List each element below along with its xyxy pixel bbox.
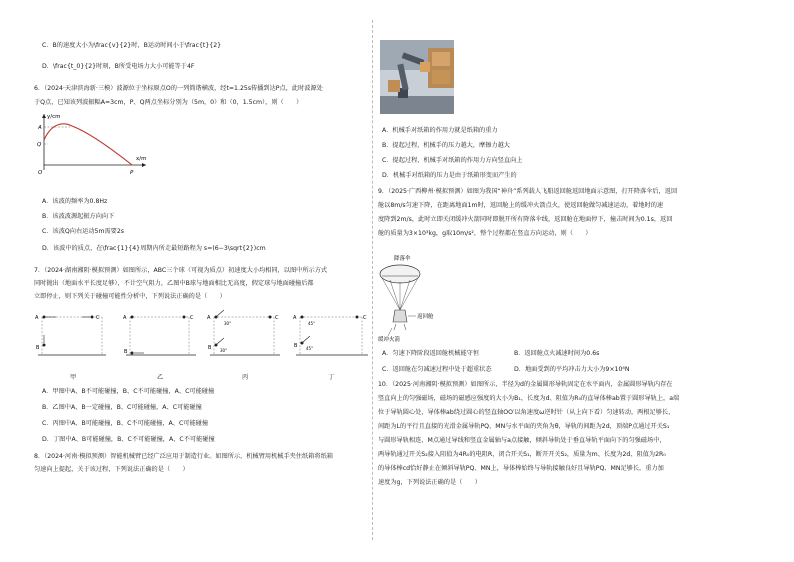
svg-text:B: B <box>294 343 298 349</box>
q7-stem-line-2: 同时抛出（地面水平长度足够），不计空气阻力，乙图中B球与地面相比无高度，假定球与地面碰撞后都 <box>34 280 314 287</box>
svg-text:30°: 30° <box>220 348 228 353</box>
q7-label-jia: 甲 <box>70 374 77 381</box>
q6-option-a: A．该波的频率为0.8Hz <box>42 198 108 205</box>
q9-parachute-label: 降落伞 <box>394 256 411 262</box>
q7-stem-line-3: 立即停止，则下列关于碰撞可能性分析中，下列说法正确的是（ ） <box>34 293 226 300</box>
q9-option-c: C．返回舱在匀减速过程中处于超重状态 <box>382 366 492 373</box>
svg-text:45°: 45° <box>306 346 314 351</box>
svg-text:A: A <box>207 315 211 321</box>
q9-rocket-label: 缓冲火箭 <box>378 337 401 342</box>
q9-stem-line-1: 9．（2025·广西柳州·模拟预测）如图为我国“神舟”系列载人飞船返回舱返回地面示意图，打开降落伞后，返回 <box>378 188 678 195</box>
q6-q-label: Q <box>37 142 42 148</box>
q9-stem-line-2: 舱以8m/s匀速下降，在距离地面1m时，返回舱上的缓冲火箭点火，使返回舱做匀减速运动，着地时的速 <box>378 202 664 209</box>
q10-line-6: 两导轨通过开关S₂接入阻值为4R₀的电阻R，闭合开关S₁，断开开关S₂，质量为m、长度为2d、阻值为2R₀ <box>378 451 666 458</box>
q10-line-1: 10．（2025·河南湘阴·模拟预测）如图所示，半径为d的金属圆形导轨固定在水平面内，金属圆形导轨内存在 <box>378 381 673 388</box>
q6-y-label: y/cm <box>47 114 61 120</box>
q6-option-b: B．该波波源起振方向向下 <box>42 213 115 220</box>
q7-diagram-jia <box>35 315 106 355</box>
q9-stem-line-4: 舱的质量为3×10³kg，g取10m/s²，整个过程都在竖直方向运动，则（ ） <box>378 230 592 237</box>
q10-line-3: 位于导轨圆心处，导体棒ab绕过圆心的竖直轴OO′以角速度ω逆时针（从上向下看）匀速转动，两根足够长、 <box>378 409 675 416</box>
svg-text:A: A <box>293 315 297 321</box>
q8-stem-line-1: 8．（2024·河南·模拟预测）智能机械臂已经广泛应用于制造行业。如图所示，机械臂用机械手夹住纸箱将纸箱 <box>34 453 333 460</box>
q9-option-d: D．地面受到的平均冲击力大小为9×10⁴N <box>514 366 630 373</box>
svg-text:C: C <box>190 315 194 321</box>
q6-p-label: P <box>130 170 134 176</box>
q10-line-7: 的导体棒cd恰好静止在倾斜导轨PQ、MN上，导体棒始终与导轨接触良好且导轨PQ、MN足够长，重力加 <box>378 465 664 472</box>
q8-option-d: D．机械手对纸箱的压力是由于纸箱形变而产生的 <box>382 172 517 179</box>
q7-option-a: A．甲图中A、B不可能碰撞，B、C不可能碰撞，A、C可能碰撞 <box>42 388 215 395</box>
q7-diagram-bing <box>207 310 280 355</box>
q7-option-b: B．乙图中A、B一定碰撞，B、C可能碰撞，A、C可能碰撞 <box>42 404 202 411</box>
svg-text:C: C <box>363 315 367 321</box>
q8-option-b: B．提起过程，机械手的压力越大，摩擦力越大 <box>382 142 510 149</box>
q9-option-a: A．匀速下降阶段返回舱机械能守恒 <box>382 350 480 357</box>
q7-option-d: D．丁图中A、B可能碰撞，B、C不可能碰撞，A、C不可能碰撞 <box>42 436 215 443</box>
q7-label-yi: 乙 <box>157 374 164 381</box>
q7-option-c: C．丙图中A、B可能碰撞，B、C不可能碰撞，A、C可能碰撞 <box>42 420 209 427</box>
q6-option-c: C．该波Q向右运动5m需要2s <box>42 228 125 235</box>
q10-line-5: 与圆形导轨相连，M点通过导线和竖直金属轴与a点接触，倾斜导轨处于垂直导轨平面向下的匀强磁场中， <box>378 437 666 444</box>
q6-a-label: A <box>38 125 42 131</box>
svg-text:45°: 45° <box>308 321 316 326</box>
q9-option-b: B．返回舱点火减速时间为0.6s <box>514 350 600 357</box>
q6-stem-line-1: 6．（2024·天津滨海新·三模）波源位于坐标原点O的一列简谐横波，经t=1.25s传播到达P点，此时波源处 <box>34 85 323 92</box>
svg-text:B: B <box>208 345 212 351</box>
svg-text:C: C <box>96 315 100 321</box>
q6-wave-figure <box>36 110 156 180</box>
q8-option-c: C．提起过程，机械手对纸箱的作用力方向竖直向上 <box>382 157 523 164</box>
q9-parachute-figure <box>378 252 468 342</box>
q7-diagram-ding <box>293 315 368 355</box>
q5-option-c: C．B的速度大小为\frac{v}{2}时，B运动时间小于\frac{t}{2} <box>42 42 222 49</box>
q6-option-d: D．该波中的质点，在\frac{1}{4}周期内所走最短路程为 s=(6−3\sqrt{2})cm <box>42 245 266 252</box>
q10-line-8: 速度为g，下列说法正确的是（ ） <box>378 479 481 486</box>
q6-o-label: O <box>38 170 43 176</box>
q6-x-label: x/m <box>136 156 147 162</box>
svg-text:A: A <box>123 315 127 321</box>
svg-text:B: B <box>36 345 40 351</box>
q8-option-a: A．机械手对纸箱的作用力就是纸箱的重力 <box>382 127 498 134</box>
q8-stem-line-2: 匀速向上提起，关于该过程，下列说法正确的是（ ） <box>34 466 189 473</box>
q10-line-4: 间距为L的平行且直接的光滑金属导轨PQ、MN与水平面的夹角为θ，导轨的间距为2d，顶端P点通过开关S₁ <box>378 423 670 430</box>
q10-line-2: 竖直向上的匀强磁场，磁场的磁感应强度的大小为B₁，长度为d、阻值为R₀的直导体棒ab置于圆形导轨上，a端 <box>378 395 680 402</box>
q7-label-ding: 丁 <box>328 374 335 381</box>
q7-diagram-yi <box>123 315 196 355</box>
q7-label-bing: 丙 <box>242 374 249 381</box>
svg-text:C: C <box>275 315 279 321</box>
q7-diagrams <box>34 305 374 375</box>
robot-arm-photo <box>380 40 454 114</box>
column-divider <box>372 20 373 540</box>
svg-text:B: B <box>124 349 128 355</box>
q9-capsule-label: 返回舱 <box>417 314 434 320</box>
q5-option-d: D．\frac{t_0}{2}时刻，B所受电场力大小可能等于4F <box>42 63 195 70</box>
q7-stem-line-1: 7．（2024·湖南湘阴·模拟预测）如图所示，ABC三个球（可视为质点）初速度大小均相同，以图中所示方式 <box>34 267 328 274</box>
svg-text:A: A <box>35 315 39 321</box>
q6-stem-line-2: 于Q点，已知该列波振幅A=3cm，P、Q两点坐标分别为（5m，0）和（0，1.5cm），则（ ） <box>34 99 303 106</box>
svg-text:30°: 30° <box>224 321 232 326</box>
q9-stem-line-3: 度降到2m/s，此时立即关闭缓冲火箭同时即脱开所有降落伞线，返回舱在地面停下，撞击时间为0.1s，返回 <box>378 216 673 223</box>
